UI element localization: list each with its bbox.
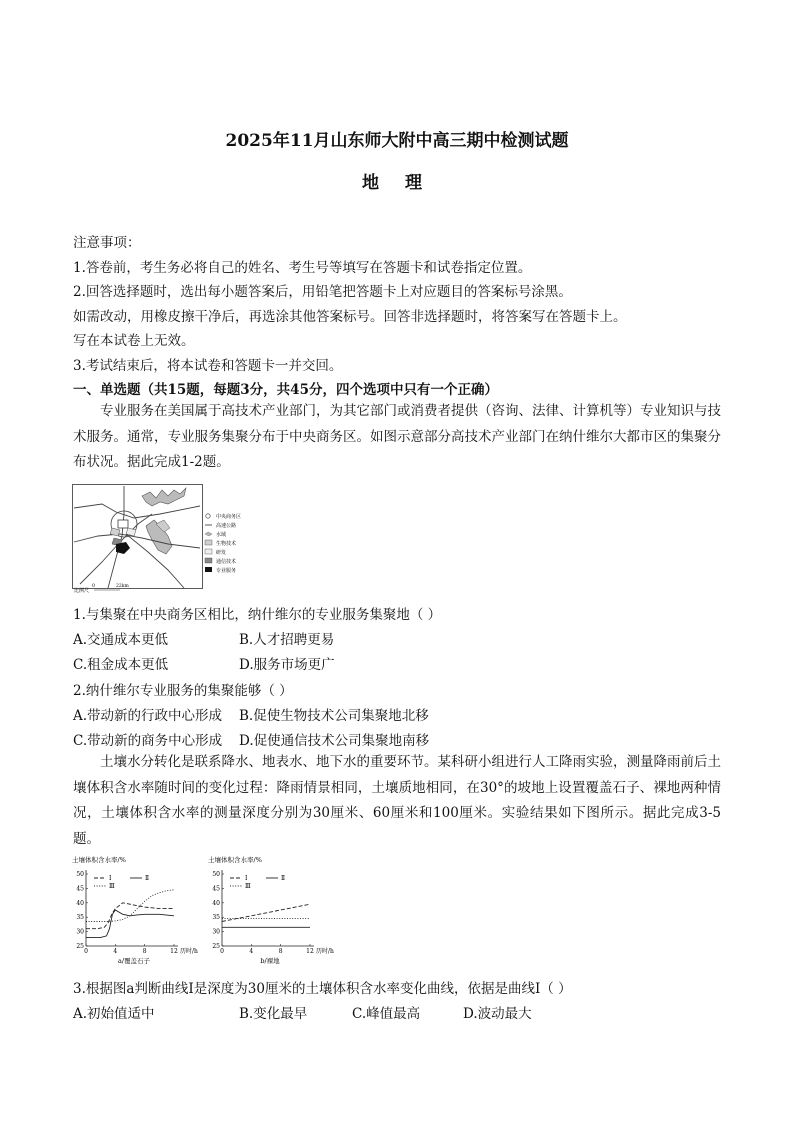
q3-option-a[interactable]: A.初始值适中: [73, 1006, 155, 1022]
q1-option-a[interactable]: A.交通成本更低: [73, 632, 169, 648]
section-heading: 一、单选题（共15题，每题3分，共45分，四个选项中只有一个正确）: [73, 382, 498, 398]
legend-label: Ⅲ: [245, 883, 251, 891]
x-tick-label: 8: [142, 948, 147, 955]
x-tick-label: 0: [220, 948, 224, 955]
y-tick-label: 25: [212, 943, 220, 950]
x-axis-label: 历时/h: [316, 948, 334, 955]
y-tick-label: 35: [76, 914, 84, 922]
series-line-Ⅲ: [86, 890, 174, 922]
legend-biotech-symbol: [205, 540, 212, 545]
y-tick-label: 25: [76, 943, 84, 950]
y-tick-label: 50: [212, 871, 220, 878]
y-tick-label: 35: [212, 914, 220, 922]
legend-label: 高速公路: [216, 523, 237, 529]
y-tick-label: 40: [212, 899, 220, 907]
notice-item: 如需改动，用橡皮擦干净后，再选涂其他答案标号。回答非选择题时，将答案写在答题卡上。: [73, 309, 627, 325]
x-tick-label: 0: [84, 948, 88, 955]
x-axis-label: 历时/h: [180, 948, 198, 955]
passage-2-text: 土壤水分转化是联系降水、地表水、地下水的重要环节。某科研小组进行人工降雨实验，测量降雨前后土壤体积含水率随时间的变化过程：降雨情景相同，土壤质地相同，在30°的坡地上设置覆盖石子、裸地两种情况，土壤体积含水率的测量深度分别为30厘米、60厘米和100厘米。实验结果如下图所示。据此完成3-5题。: [73, 754, 721, 847]
q3-option-b[interactable]: B.变化最早: [239, 1006, 308, 1022]
chart-caption: a/覆盖石子: [117, 957, 151, 965]
legend-services-symbol: [205, 567, 212, 572]
scale-distance: 22km: [116, 584, 129, 589]
notice-item: 1.答卷前，考生务必将自己的姓名、考生号等填写在答题卡和试卷指定位置。: [73, 260, 532, 276]
cbd-area: [118, 520, 128, 528]
nashville-map: [72, 484, 282, 594]
y-tick-label: 40: [76, 899, 84, 907]
exam-title: 2025年11月山东师大附中高三期中检测试题: [225, 131, 569, 151]
nashville-map-figure: [72, 484, 282, 594]
soil-moisture-chart-b: [206, 854, 346, 966]
passage-1-text: 专业服务在美国属于高技术产业部门，为其它部门或消费者提供（咨询、法律、计算机等）专业知识与技术服务。通常，专业服务集聚分布于中央商务区。如图示意部分高技术产业部门在纳什维尔大都市区的集聚分布状况。据此完成1-2题。: [73, 403, 721, 470]
chart-caption: b/裸地: [260, 957, 280, 965]
legend-label: 通信技术: [216, 559, 237, 565]
question-3-stem: 3.根据图a判断曲线Ⅰ是深度为30厘米的土壤体积含水率变化曲线，依据是曲线Ⅰ（ ）: [73, 981, 572, 997]
y-tick-label: 30: [212, 928, 220, 936]
legend-telecom-symbol: [205, 558, 212, 563]
q1-option-c[interactable]: C.租金成本更低: [73, 657, 169, 673]
y-axis-label: 土壤体积含水率/%: [208, 856, 262, 864]
notice-item: 写在本试卷上无效。: [73, 333, 195, 349]
legend-label: Ⅰ: [245, 875, 248, 883]
q2-option-a[interactable]: A.带动新的行政中心形成: [73, 708, 223, 724]
x-tick-label: 4: [113, 948, 118, 955]
legend-rd-symbol: [205, 549, 212, 554]
legend-label: Ⅰ: [109, 875, 112, 883]
legend-cbd-symbol: [206, 514, 210, 518]
q1-option-d[interactable]: D.服务市场更广: [239, 657, 335, 673]
map-legend: [205, 513, 241, 574]
legend-label: 研发: [216, 550, 227, 556]
legend-label: Ⅱ: [281, 875, 286, 883]
y-tick-label: 45: [212, 885, 220, 893]
q3-option-d[interactable]: D.波动最大: [463, 1006, 532, 1022]
y-tick-label: 50: [76, 871, 84, 878]
legend-label: 生物技术: [216, 541, 237, 547]
x-tick-label: 12: [170, 948, 178, 955]
y-tick-label: 45: [76, 885, 84, 893]
passage-1: [73, 399, 721, 476]
question-2-stem: 2.纳什维尔专业服务的集聚能够（ ）: [73, 683, 293, 699]
series-line-Ⅱ: [86, 910, 174, 937]
notice-item: 3.考试结束后，将本试卷和答题卡一并交回。: [73, 358, 343, 374]
notice-heading: 注意事项：: [73, 235, 141, 251]
legend-label: 水域: [216, 532, 227, 538]
map-frame: [73, 485, 203, 589]
legend-label: Ⅱ: [145, 875, 150, 883]
legend-label: Ⅲ: [109, 883, 115, 891]
scale-zero: 0: [92, 584, 95, 589]
passage-2: [73, 750, 721, 852]
soil-moisture-chart-a: [70, 854, 210, 966]
scale-label: 比例尺: [74, 588, 90, 594]
notice-item: 2.回答选择题时，选出每小题答案后，用铅笔把答题卡上对应题目的答案标号涂黑。: [73, 284, 572, 300]
q3-option-c[interactable]: C.峰值最高: [352, 1006, 421, 1022]
subject-title: 地 理: [362, 173, 432, 193]
q2-option-b[interactable]: B.促使生物技术公司集聚地北移: [239, 708, 429, 724]
legend-label: 专业服务: [216, 568, 237, 574]
q2-option-c[interactable]: C.带动新的商务中心形成: [73, 733, 223, 749]
chart-b: [206, 854, 346, 966]
y-axis-label: 土壤体积含水率/%: [72, 856, 126, 864]
x-tick-label: 4: [249, 948, 254, 955]
x-tick-label: 8: [278, 948, 283, 955]
question-1-stem: 1.与集聚在中央商务区相比，纳什维尔的专业服务集聚地（ ）: [73, 607, 442, 623]
y-tick-label: 30: [76, 928, 84, 936]
x-tick-label: 12: [306, 948, 314, 955]
q2-option-d[interactable]: D.促使通信技术公司集聚地南移: [239, 733, 430, 749]
q1-option-b[interactable]: B.人才招聘更易: [239, 632, 335, 648]
legend-label: 中央商务区: [216, 514, 242, 520]
chart-a: [70, 854, 210, 966]
legend-water-symbol: [205, 532, 212, 536]
